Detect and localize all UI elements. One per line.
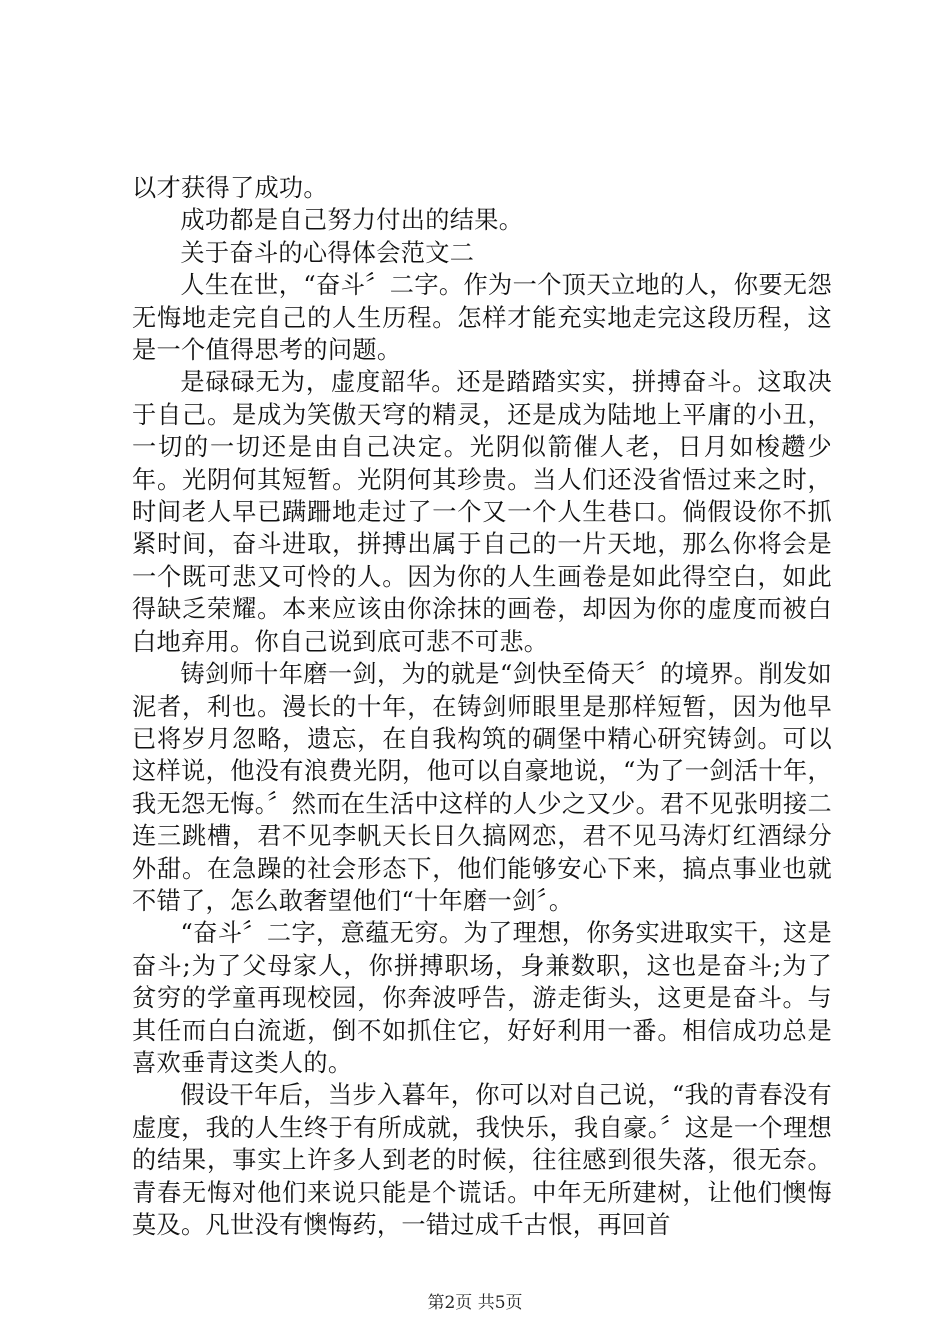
page-number-footer: 第2页 共5页 [427,1293,523,1313]
paragraph-3: 人生在世，“奋斗〞二字。作为一个顶天立地的人，你要无怨无悔地走完自己的人生历程。怎样才能充实地走完这段历程，这是一个值得思考的问题。 [132,271,832,365]
paragraph-2: 成功都是自己努力付出的结果。 [180,206,524,235]
paragraph-5: 铸剑师十年磨一剑，为的就是“剑快至倚天〞的境界。削发如泥者，利也。漫长的十年，在铸剑师眼里是那样短暂，因为他早已将岁月忽略，遗忘，在自我构筑的碉堡中精心研究铸剑。可以这样说，他没有浪费光阴，他可以自豪地说，“为了一剑活十年，我无怨无悔。〞然而在生活中这样的人少之又少。君不见张明接二连三跳槽，君不见李帆天长日久搞网恋，君不见马涛灯红酒绿分外甜。在急躁的社会形态下，他们能够安心下来，搞点事业也就不错了，怎么敢奢望他们“十年磨一剑〞。 [132,660,832,915]
section-heading: 关于奋斗的心得体会范文二 [180,238,475,267]
document-body [132,172,832,1241]
paragraph-4: 是碌碌无为，虚度韶华。还是踏踏实实，拼搏奋斗。这取决于自己。是成为笑傲天穹的精灵，还是成为陆地上平庸的小丑，一切的一切还是由自己决定。光阴似箭催人老，日月如梭趱少年。光阴何其短暂。光阴何其珍贵。当人们还没省悟过来之时，时间老人早已蹒跚地走过了一个又一个人生巷口。倘假设你不抓紧时间，奋斗进取，拼搏出属于自己的一片天地，那么你将会是一个既可悲又可怜的人。因为你的人生画卷是如此得空白，如此得缺乏荣耀。本来应该由你涂抹的画卷，却因为你的虚度而被白白地弃用。你自己说到底可悲不可悲。 [132,368,832,656]
paragraph-7: 假设干年后，当步入暮年，你可以对自己说，“我的青春没有虚度，我的人生终于有所成就，我快乐，我自豪。〞这是一个理想的结果，事实上许多人到老的时候，往往感到很失落，很无奈。青春无悔对他们来说只能是个谎话。中年无所建树，让他们懊悔莫及。凡世没有懊悔药，一错过成千古恨，再回首 [132,1081,832,1239]
paragraph-1: 以才获得了成功。 [132,174,328,202]
paragraph-6: “奋斗〞二字，意蕴无穷。为了理想，你务实进取实干，这是奋斗;为了父母家人，你拼搏职场，身兼数职，这也是奋斗;为了贫穷的学童再现校园，你奔波呼告，游走街头，这更是奋斗。与其任而白白流逝，倒不如抓住它，好好利用一番。相信成功总是喜欢垂青这类人的。 [132,919,832,1077]
